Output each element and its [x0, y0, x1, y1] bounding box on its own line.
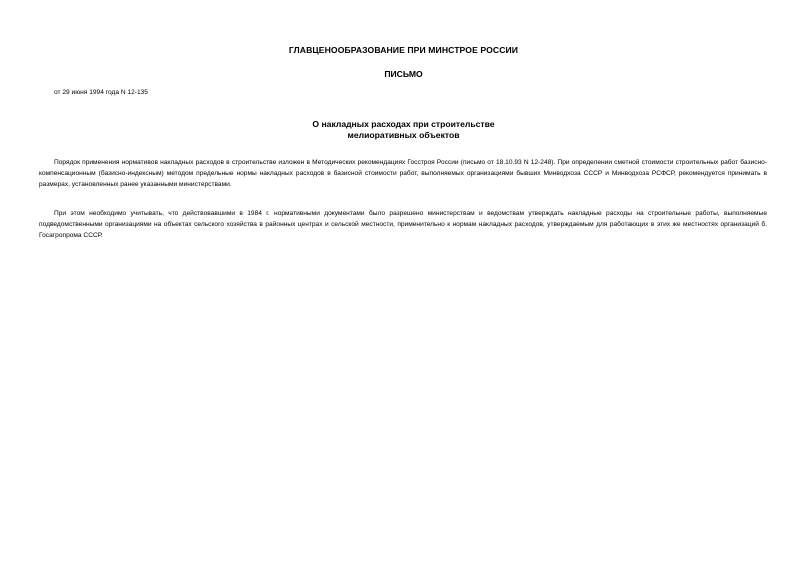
issuing-organization: ГЛАВЦЕНООБРАЗОВАНИЕ ПРИ МИНСТРОЕ РОССИИ — [288, 45, 519, 55]
body-paragraph-1: Порядок применения нормативов накладных расходов в строительстве изложен в Методических рекомендациях Госстроя России (письмо от 18.10.93 N 12-248). При определении сметной стоимости строительных работ базисно-компенсационным (базисно-индексным) методом предельные нормы накладных расходов в базисной стоимости работ, выполняемых организациями бывших Минводхоза СССР и Минводхоза РСФСР, рекомендуется принимать в размерах, установленных ранее указанными министерствами. — [39, 159, 767, 189]
document-date-number: от 29 июня 1994 года N 12-135 — [54, 89, 148, 96]
document-title — [0, 119, 807, 141]
body-paragraph-2: При этом необходимо учитывать, что действовавшими в 1984 г. нормативными документами было разрешено министерствам и ведомствам утверждать накладные расходы на строительные работы, выполняемые подведомственными организациями на объектах сельского хозяйства в районных центрах и сельской местности, применительно к нормам накладных расходов, утверждаемым для работающих в этих же местностях организаций б. Госагропрома СССР. — [39, 210, 767, 240]
document-title-line-1: О накладных расходах при строительстве — [312, 119, 495, 129]
document-type: ПИСЬМО — [384, 69, 423, 79]
document-title-line-2: мелиоративных объектов — [347, 130, 460, 140]
